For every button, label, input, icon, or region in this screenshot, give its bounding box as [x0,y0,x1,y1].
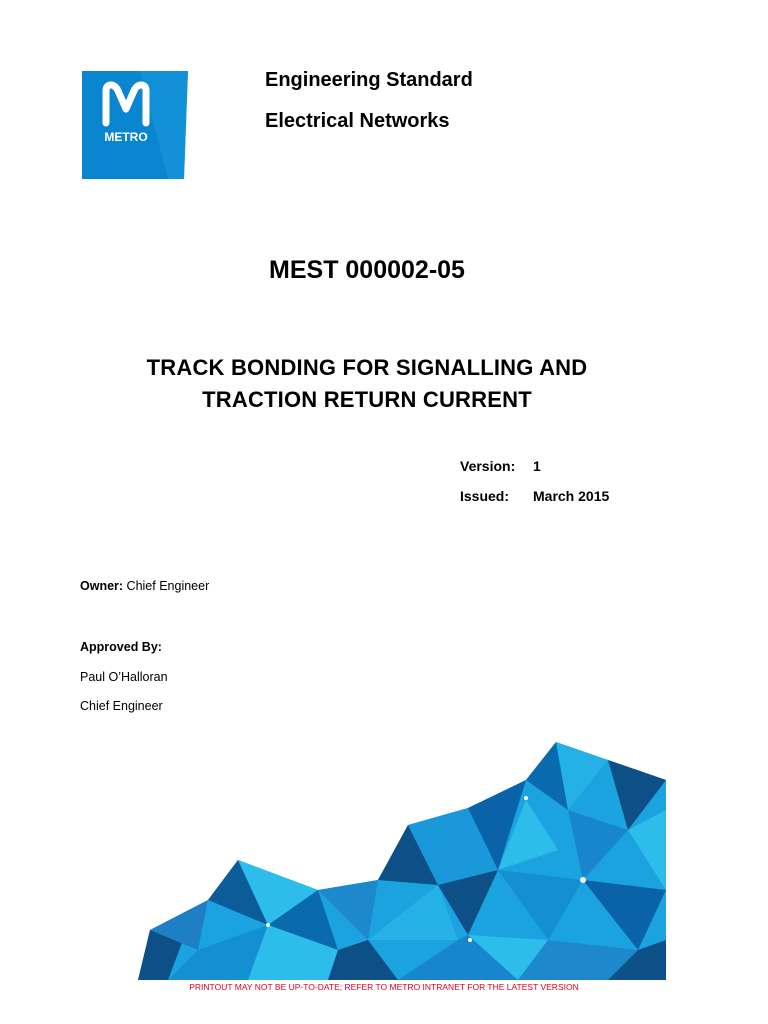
approver-role: Chief Engineer [80,699,163,713]
issued-value: March 2015 [533,488,610,504]
owner-label: Owner: [80,579,124,593]
version-row [460,458,541,474]
approver-name: Paul O’Halloran [80,670,168,684]
header-standard: Engineering Standard [265,69,473,91]
logo-wordmark: METRO [104,130,148,144]
document-title [0,352,734,416]
issued-row [460,488,609,504]
footer-disclaimer: PRINTOUT MAY NOT BE UP-TO-DATE; REFER TO METRO INTRANET FOR THE LATEST VERSION [189,982,579,992]
version-label: Version: [460,458,516,474]
metro-logo [80,69,190,181]
decorative-polygon-art [138,740,666,980]
document-number: MEST 000002-05 [269,256,465,284]
owner-line [80,579,209,593]
owner-value: Chief Engineer [126,579,210,593]
document-title-line-2: TRACTION RETURN CURRENT [202,387,532,412]
header-network: Electrical Networks [265,110,450,132]
approved-by-label: Approved By: [80,640,162,654]
document-title-line-1: TRACK BONDING FOR SIGNALLING AND [146,355,588,380]
issued-label: Issued: [460,488,510,504]
version-value: 1 [533,458,541,474]
